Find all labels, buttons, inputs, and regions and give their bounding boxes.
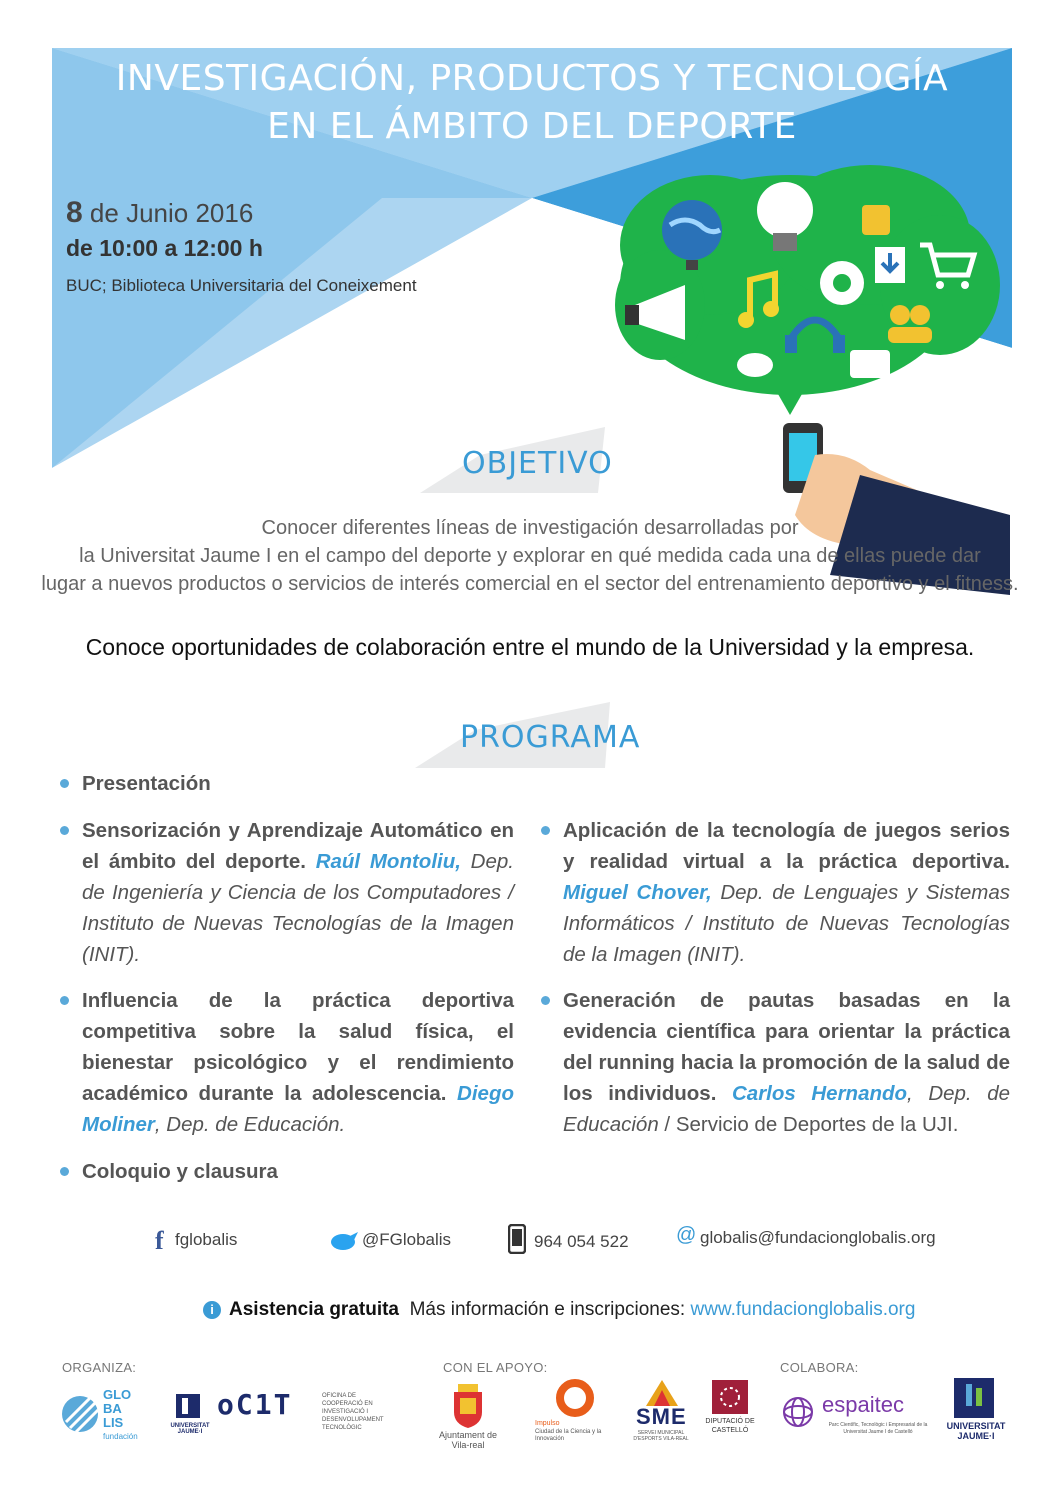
espaitec-description: Parc Científic, Tecnològic i Empresarial de la Universitat Jaume I de Castelló — [828, 1422, 928, 1435]
apoyo-label: CON EL APOYO: — [443, 1360, 548, 1375]
diputacio-logo — [706, 1380, 756, 1460]
objetivo-line: lugar a nuevos productos o servicios de interés comercial en el sector del entrenamiento deportivo y el fitness. — [41, 573, 1019, 595]
impulso-ring-icon — [555, 1378, 595, 1418]
uji-emblem-icon — [954, 1378, 994, 1418]
speaker-name: Raúl Montoliu, — [315, 850, 461, 873]
espaitec-network-icon — [780, 1394, 816, 1430]
at-sign-icon: @ — [676, 1224, 697, 1246]
event-time: de 10:00 a 12:00 h — [66, 235, 263, 261]
speaker-department: , Dep. de Educación. — [154, 1113, 346, 1136]
colabora-label: COLABORA: — [780, 1360, 859, 1375]
free-attendance: Asistencia gratuita — [229, 1299, 399, 1320]
program-item-label: Coloquio y clausura — [82, 1160, 278, 1183]
objetivo-line: la Universitat Jaume I en el campo del deporte y explorar en qué medida cada una de ellas puede dar — [79, 545, 981, 567]
impulso-text: Impulso — [535, 1420, 560, 1427]
date-month-year: de Junio 2016 — [89, 198, 254, 228]
program-item-label: Presentación — [82, 772, 211, 795]
speaker-name: Miguel Chover, — [563, 881, 712, 904]
more-info-label: Más información e inscripciones: — [409, 1299, 686, 1320]
title-line-1: INVESTIGACIÓN, PRODUCTOS Y TECNOLOGÍA — [115, 58, 949, 99]
globalis-text: BA — [103, 1401, 122, 1416]
objetivo-line: Conocer diferentes líneas de investigación desarrolladas por — [261, 517, 799, 539]
objetivo-text — [40, 514, 1020, 598]
globalis-text: LIS — [103, 1415, 124, 1430]
bird-icon — [737, 353, 773, 377]
email-address: globalis@fundacionglobalis.org — [700, 1228, 936, 1247]
globalis-text: GLO — [103, 1387, 132, 1402]
speaker-name: Diego Moliner — [82, 1082, 514, 1136]
espaitec-text: espaitec — [822, 1392, 904, 1417]
event-date — [66, 196, 253, 230]
uji-small-text: UNIVERSITAT JAUME·I — [170, 1423, 210, 1435]
diputacio-emblem-icon — [712, 1380, 748, 1414]
sme-text: SME — [636, 1404, 687, 1429]
speaker-name: Carlos Hernando — [731, 1082, 908, 1105]
bullet-dot — [541, 996, 550, 1005]
uji-logo — [942, 1378, 1012, 1448]
collaboration-highlight: Conoce oportunidades de colaboración entre el mundo de la Universidad y la empresa. — [85, 634, 975, 660]
bullet-dot — [60, 826, 69, 835]
coat-of-arms-icon — [450, 1382, 486, 1428]
speaker-department: Dep. de Ingeniería y Ciencia de los Computadores / Instituto de Nuevas Tecnologías de la Imagen (INIT). — [82, 850, 514, 966]
uji-mark-icon — [172, 1390, 204, 1422]
date-day: 8 — [66, 196, 83, 229]
gear-icon — [820, 261, 864, 305]
vilareal-logo — [438, 1382, 498, 1462]
espaitec-logo — [780, 1390, 940, 1450]
bullet-dot — [541, 826, 550, 835]
program-item-title: Aplicación de la tecnología de juegos serios y realidad virtual a la práctica deportiva. — [563, 819, 1010, 873]
program-item-coloquio — [82, 1156, 522, 1187]
sme-description: SERVEI MUNICIPAL D'ESPORTS VILA-REAL — [633, 1430, 689, 1442]
impulso-description: Ciudad de la Ciencia y la Innovación — [535, 1429, 602, 1442]
globalis-text: fundación — [103, 1432, 138, 1441]
download-icon — [875, 247, 905, 283]
program-item-sensorizacion — [82, 815, 514, 970]
title-line-2: EN EL ÁMBITO DEL DEPORTE — [267, 106, 797, 147]
speaker-department-extra: / Servicio de Deportes de la UJI. — [658, 1113, 959, 1136]
program-item-influencia — [82, 985, 514, 1140]
twitter-icon — [328, 1230, 358, 1252]
chat-bubble-icon — [850, 350, 890, 378]
ocit-logo — [170, 1388, 384, 1440]
program-item-presentacion — [82, 768, 522, 799]
thumbs-up-icon — [862, 205, 890, 235]
diputacio-text: DIPUTACIÓ DE CASTELLÓ — [705, 1418, 755, 1434]
vilareal-text: Ajuntament de Vila-real — [438, 1430, 498, 1450]
program-item-generacion — [563, 985, 1010, 1140]
impulso-logo — [535, 1378, 605, 1458]
globalis-logo — [60, 1388, 155, 1448]
event-venue: BUC; Biblioteca Universitaria del Coneixement — [66, 276, 417, 295]
website-link[interactable]: www.fundacionglobalis.org — [690, 1299, 916, 1320]
objetivo-heading: OBJETIVO — [462, 446, 613, 481]
facebook-icon: f — [155, 1226, 164, 1255]
program-item-title: Sensorización y Aprendizaje Automático en el ámbito del deporte. — [82, 819, 514, 873]
program-item-title: Generación de pautas basadas en la evidencia científica para orientar la práctica del running hacia la promoción de la salud de los individuos. — [563, 989, 1010, 1105]
info-icon: i — [203, 1301, 221, 1319]
globalis-globe-icon — [60, 1394, 100, 1434]
speaker-department: , Dep. de Educación — [563, 1082, 1011, 1136]
info-line — [203, 1299, 916, 1321]
twitter-handle: @FGlobalis — [362, 1230, 452, 1249]
phone-number: 964 054 522 — [534, 1232, 629, 1251]
uji-text: UNIVERSITAT JAUME·I — [946, 1421, 1006, 1441]
bullet-dot — [60, 996, 69, 1005]
sme-flag-icon — [640, 1378, 684, 1406]
speaker-department: Dep. de Lenguajes y Sistemas Informáticos / Instituto de Nuevas Tecnologías de la Imagen (INIT). — [563, 881, 1010, 966]
ocit-description: OFICINA DE COOPERACIÓ EN INVESTIGACIÓ I DESENVOLUPAMENT TECNOLÒGIC — [322, 1393, 384, 1431]
program-item-title: Influencia de la práctica deportiva competitiva sobre la salud física, el bienestar psicológico y el rendimiento académico durante la adolescencia. — [82, 989, 514, 1105]
mobile-phone-icon — [508, 1224, 526, 1254]
programa-heading: PROGRAMA — [460, 720, 641, 755]
bullet-dot — [60, 779, 69, 788]
program-item-aplicacion — [563, 815, 1010, 970]
bullet-dot — [60, 1167, 69, 1176]
sme-logo — [628, 1378, 688, 1458]
facebook-handle: fglobalis — [175, 1230, 238, 1249]
ocit-text: oC1T — [217, 1388, 293, 1421]
organiza-label: ORGANIZA: — [62, 1360, 137, 1375]
